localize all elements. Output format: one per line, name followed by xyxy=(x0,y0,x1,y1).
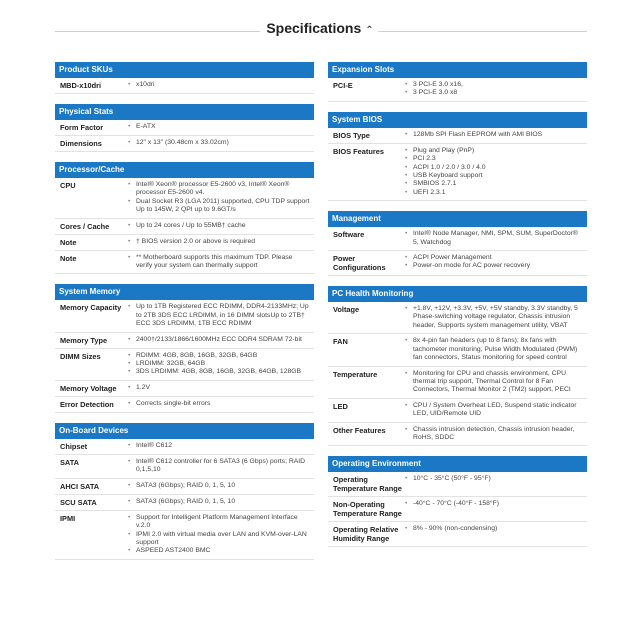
spec-values xyxy=(405,500,587,518)
spec-value: • 3 PCI-E 3.0 x16, xyxy=(405,81,583,89)
spec-label: Memory Capacity xyxy=(60,303,122,313)
spec-value: • UEFI 2.3.1 xyxy=(405,189,583,197)
spec-values xyxy=(128,482,314,491)
spec-values xyxy=(128,181,314,215)
spec-row xyxy=(328,472,587,497)
spec-row xyxy=(328,423,587,447)
spec-values xyxy=(128,352,314,377)
spec-values xyxy=(405,370,587,395)
spec-label: Software xyxy=(333,230,365,240)
section-header: Physical Stats xyxy=(55,104,314,120)
spec-row xyxy=(55,178,314,219)
spec-value: • SMBIOS 2.7.1 xyxy=(405,180,583,188)
spec-values xyxy=(405,305,587,330)
spec-value: • Intel® Xeon® processor E5-2600 v3, Intel® Xeon® processor E5-2600 v4. xyxy=(128,181,310,198)
section-header: Operating Environment xyxy=(328,456,587,472)
spec-values xyxy=(128,81,314,90)
spec-label: FAN xyxy=(333,337,348,347)
spec-values xyxy=(405,131,587,140)
spec-row xyxy=(55,455,314,479)
spec-values xyxy=(405,525,587,543)
section-processor-cache xyxy=(55,162,314,274)
spec-row xyxy=(55,397,314,413)
spec-label: Memory Type xyxy=(60,335,108,345)
spec-value: • Support for Intelligent Platform Management Interface v.2.0 xyxy=(128,514,310,531)
spec-value: • Monitoring for CPU and chassis environment, CPU thermal trip support, Thermal Control for 8 Fan Connectors, Thermal Monitor 2 (TM2) support, PECI xyxy=(405,370,583,395)
spec-value: • Intel® C612 xyxy=(128,442,310,450)
spec-row xyxy=(55,136,314,152)
spec-label: LED xyxy=(333,401,348,411)
spec-value: • Up to 1TB Registered ECC RDIMM, DDR4-2133MHz; Up to 2TB 3DS ECC LRDIMM, in 16 DIMM slotsUp to 2TB† ECC 3DS LRDIMM, 1TB ECC RDIMM xyxy=(128,303,310,328)
section-header: System BIOS xyxy=(328,112,587,128)
spec-row xyxy=(328,251,587,276)
spec-label: Other Features xyxy=(333,425,386,435)
spec-row xyxy=(328,522,587,547)
spec-row xyxy=(328,78,587,102)
spec-values xyxy=(128,139,314,148)
spec-value: • Plug and Play (PnP) xyxy=(405,147,583,155)
spec-value: • ACPI 1.0 / 2.0 / 3.0 / 4.0 xyxy=(405,164,583,172)
spec-row xyxy=(55,381,314,397)
spec-label: Temperature xyxy=(333,369,378,379)
spec-values xyxy=(128,384,314,393)
section-header: On-Board Devices xyxy=(55,423,314,439)
spec-values xyxy=(405,475,587,493)
spec-label: AHCI SATA xyxy=(60,481,100,491)
spec-label: Operating Relative Humidity Range xyxy=(333,525,399,544)
spec-label: Form Factor xyxy=(60,123,104,132)
spec-row xyxy=(55,479,314,495)
spec-row xyxy=(328,144,587,201)
spec-value: • Dual Socket R3 (LGA 2011) supported, CPU TDP support Up to 145W, 2 QPI up to 9.6GT/s xyxy=(128,198,310,215)
spec-label: Dimensions xyxy=(60,139,102,148)
section-system-memory xyxy=(55,284,314,412)
section-management xyxy=(328,211,587,276)
spec-value: • † BIOS version 2.0 or above is required xyxy=(128,238,310,246)
section-system-bios xyxy=(328,112,587,201)
spec-value: • USB Keyboard support xyxy=(405,172,583,180)
spec-value: • SATA3 (6Gbps); RAID 0, 1, 5, 10 xyxy=(128,482,310,490)
spec-value: • Intel® C612 controller for 6 SATA3 (6 Gbps) ports; RAID 0,1,5,10 xyxy=(128,458,310,475)
spec-label: Note xyxy=(60,253,77,263)
spec-values xyxy=(128,222,314,231)
spec-label: Error Detection xyxy=(60,399,114,409)
spec-label: DIMM Sizes xyxy=(60,351,101,361)
spec-values xyxy=(128,400,314,409)
spec-values xyxy=(128,238,314,247)
section-operating-environment xyxy=(328,456,587,547)
spec-row xyxy=(328,497,587,522)
spec-row xyxy=(55,219,314,235)
spec-row xyxy=(328,334,587,366)
spec-label: Memory Voltage xyxy=(60,383,117,393)
spec-row xyxy=(328,128,587,144)
spec-row xyxy=(55,511,314,560)
spec-row xyxy=(55,333,314,349)
spec-value: • CPU / System Overheat LED, Suspend static indicator LED, UID/Remote UID xyxy=(405,402,583,419)
spec-values xyxy=(128,514,314,556)
spec-value: • 2400†/2133/1866/1600MHz ECC DDR4 SDRAM 72-bit xyxy=(128,336,310,344)
spec-values xyxy=(405,254,587,272)
spec-row xyxy=(55,495,314,511)
spec-label: Voltage xyxy=(333,305,360,315)
spec-row xyxy=(55,120,314,136)
spec-value: • ACPI Power Management xyxy=(405,254,583,262)
spec-label: IPMI xyxy=(60,513,76,523)
spec-value: • PCI 2.3 xyxy=(405,155,583,163)
spec-values xyxy=(405,147,587,197)
spec-value: • 3 PCI-E 3.0 x8 xyxy=(405,89,583,97)
spec-label: Non-Operating Temperature Range xyxy=(333,500,402,519)
spec-values xyxy=(405,81,587,98)
section-product-skus xyxy=(55,62,314,94)
spec-value: • Corrects single-bit errors xyxy=(128,400,310,408)
spec-value: • 8% - 90% (non-condensing) xyxy=(405,525,583,533)
spec-label: SATA xyxy=(60,457,80,467)
spec-label: Cores / Cache xyxy=(60,221,110,231)
spec-values xyxy=(405,230,587,247)
section-header: PC Health Monitoring xyxy=(328,286,587,302)
spec-value: • 3DS LRDIMM: 4GB, 8GB, 16GB, 32GB, 64GB, 128GB xyxy=(128,368,310,376)
spec-value: • 10°C - 35°C (50°F - 95°F) xyxy=(405,475,583,483)
spec-values xyxy=(405,426,587,443)
spec-value: • -40°C - 70°C (-40°F - 158°F) xyxy=(405,500,583,508)
spec-value: • 1.2V xyxy=(128,384,310,392)
section-header: Processor/Cache xyxy=(55,162,314,178)
spec-row xyxy=(328,227,587,251)
spec-label: MBD-x10dri xyxy=(60,81,102,90)
spec-row xyxy=(328,399,587,423)
spec-values xyxy=(128,498,314,507)
spec-label: SCU SATA xyxy=(60,497,97,507)
spec-row xyxy=(55,78,314,94)
spec-label: Chipset xyxy=(60,441,88,451)
page-title: Specifications xyxy=(266,20,362,36)
spec-row xyxy=(328,367,587,399)
spec-values xyxy=(128,254,314,271)
section-header: System Memory xyxy=(55,284,314,300)
spec-row xyxy=(55,349,314,381)
spec-label: CPU xyxy=(60,181,76,190)
spec-row xyxy=(55,251,314,275)
section-header: Product SKUs xyxy=(55,62,314,78)
spec-row xyxy=(55,235,314,251)
spec-value: • x10dri xyxy=(128,81,310,89)
spec-label: PCI-E xyxy=(333,81,353,90)
spec-row xyxy=(55,300,314,332)
spec-label: Operating Temperature Range xyxy=(333,475,402,494)
specifications-header[interactable] xyxy=(0,0,640,62)
right-column xyxy=(328,62,587,557)
spec-value: • Up to 24 cores / Up to 55MB† cache xyxy=(128,222,310,230)
spec-label: Note xyxy=(60,237,77,247)
spec-value: • RDIMM: 4GB, 8GB, 16GB, 32GB, 64GB xyxy=(128,352,310,360)
spec-values xyxy=(128,336,314,345)
spec-values xyxy=(128,303,314,328)
section-on-board-devices xyxy=(55,423,314,560)
spec-label: BIOS Features xyxy=(333,146,384,156)
spec-value: • ASPEED AST2400 BMC xyxy=(128,547,310,555)
spec-label: Power Configurations xyxy=(333,254,386,273)
spec-value: • LRDIMM: 32GB, 64GB xyxy=(128,360,310,368)
spec-row xyxy=(328,302,587,334)
spec-value: • ** Motherboard supports this maximum TDP. Please verify your system can thermally support xyxy=(128,254,310,271)
spec-value: • SATA3 (6Gbps); RAID 0, 1, 5, 10 xyxy=(128,498,310,506)
spec-row xyxy=(55,439,314,455)
spec-value: • Chassis intrusion detection, Chassis intrusion header, RoHS, SDDC xyxy=(405,426,583,443)
spec-values xyxy=(128,442,314,451)
spec-value: • +1.8V, +12V, +3.3V, +5V, +5V standby, 3.3V standby, 5 Phase-switching voltage regulator, Chassis intrusion header, Supports system management utility, VBAT xyxy=(405,305,583,330)
section-physical-stats xyxy=(55,104,314,152)
section-header: Management xyxy=(328,211,587,227)
spec-value: • Power-on mode for AC power recovery xyxy=(405,262,583,270)
section-pc-health-monitoring xyxy=(328,286,587,446)
spec-values xyxy=(128,458,314,475)
spec-value: • 8x 4-pin fan headers (up to 8 fans); 8x fans with tachometer monitoring, Pulse Width Modulated (PWM) fan connectors, Status monitoring for speed control xyxy=(405,337,583,362)
spec-value: • E-ATX xyxy=(128,123,310,131)
spec-value: • IPMI 2.0 with virtual media over LAN and KVM-over-LAN support xyxy=(128,531,310,548)
left-column xyxy=(55,62,314,570)
section-expansion-slots xyxy=(328,62,587,102)
spec-values xyxy=(405,402,587,419)
spec-values xyxy=(128,123,314,132)
spec-label: BIOS Type xyxy=(333,130,370,140)
spec-value: • 12" x 13" (30.48cm x 33.02cm) xyxy=(128,139,310,147)
spec-values xyxy=(405,337,587,362)
chevron-up-icon[interactable]: ⌃ xyxy=(365,25,374,36)
section-header: Expansion Slots xyxy=(328,62,587,78)
spec-value: • 128Mb SPI Flash EEPROM with AMI BIOS xyxy=(405,131,583,139)
spec-value: • Intel® Node Manager, NMI, SPM, SUM, SuperDoctor® 5, Watchdog xyxy=(405,230,583,247)
